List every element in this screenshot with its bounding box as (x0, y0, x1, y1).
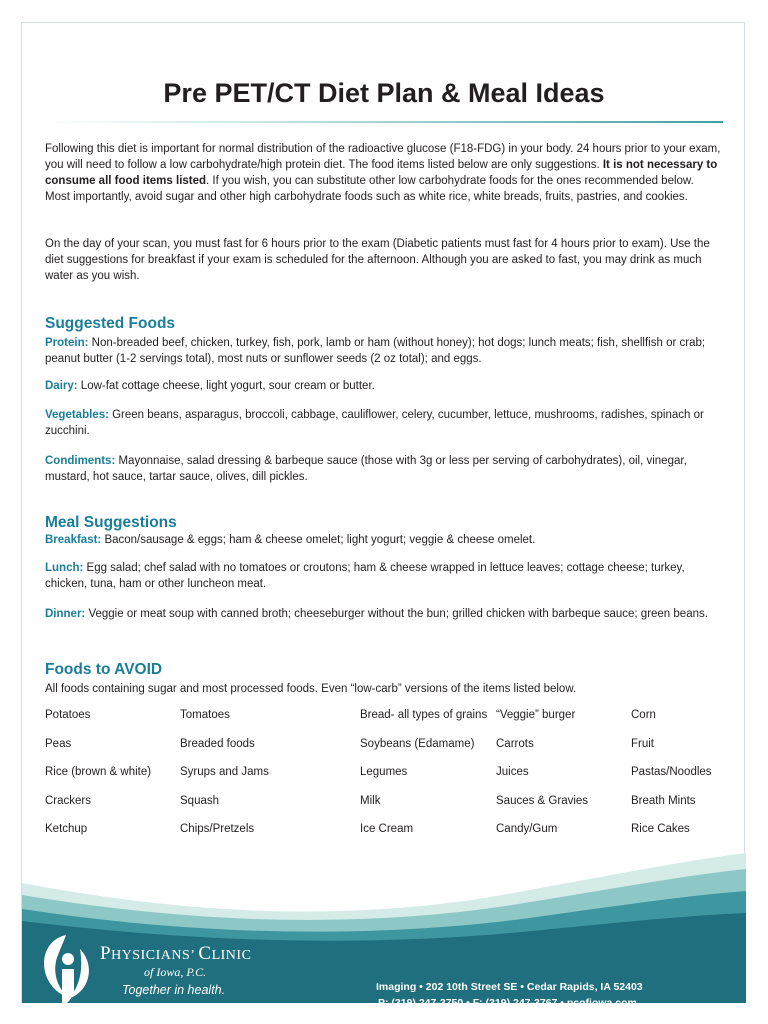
avoid-item: Potatoes (45, 709, 91, 721)
clinic-name-p: P (100, 943, 112, 964)
footer-banner (22, 843, 746, 1009)
meal-suggestions-heading: Meal Suggestions (45, 514, 177, 531)
intro-text-bold: It is not necessary to consume all food items listed (45, 159, 718, 187)
dairy-label: Dairy: (45, 380, 78, 392)
page-title: Pre PET/CT Diet Plan & Meal Ideas (163, 78, 605, 108)
clinic-name-hysicians: HYSICIANS’ (111, 948, 199, 963)
avoid-item: Fruit (631, 738, 654, 750)
document-page (21, 22, 745, 1009)
vegetables-text: Green beans, asparagus, broccoli, cabbage, cauliflower, celery, cucumber, lettuce, mushrooms, radishes, spinach or zucchini. (45, 409, 704, 437)
clinic-subtitle: of Iowa, P.C. (144, 965, 207, 979)
condiments-label: Condiments: (45, 455, 116, 467)
avoid-item: Corn (631, 709, 656, 721)
protein-label: Protein: (45, 337, 89, 349)
avoid-item: Candy/Gum (496, 823, 558, 835)
avoid-item: Ice Cream (360, 823, 414, 835)
clinic-name (100, 943, 251, 967)
avoid-item: Rice (brown & white) (45, 766, 152, 778)
avoid-item: Ketchup (45, 823, 88, 835)
suggested-protein (45, 335, 721, 367)
avoid-item: Carrots (496, 738, 534, 750)
intro-text-b: . If you wish, you can substitute other low carbohydrate foods for the ones recommended below. Most importantly, avoid sugar and other high carbohydrate foods such as white rice, white breads, fruits, pastries, and cookies. (45, 175, 694, 203)
lunch-text: Egg salad; chef salad with no tomatoes or croutons; ham & cheese wrapped in lettuce leaves; cottage cheese; turkey, chicken, tuna, ham or other luncheon meat. (45, 562, 685, 590)
clinic-name-c: C (198, 943, 212, 964)
avoid-item: Breaded foods (180, 738, 255, 750)
suggested-condiments (45, 453, 721, 485)
avoid-item: Legumes (360, 766, 408, 778)
footer-address: Imaging • 202 10th Street SE • Cedar Rapids, IA 52403 (376, 981, 643, 993)
title-divider (45, 121, 723, 123)
avoid-item: Crackers (45, 795, 92, 807)
clinic-name-linic: LINIC (211, 948, 252, 963)
breakfast-label: Breakfast: (45, 534, 102, 546)
breakfast-text: Bacon/sausage & eggs; ham & cheese omelet; light yogurt; veggie & cheese omelet. (101, 534, 536, 546)
avoid-intro: All foods containing sugar and most processed foods. Even “low-carb” versions of the items listed below. (45, 683, 577, 695)
dinner-label: Dinner: (45, 608, 86, 620)
foods-to-avoid-heading: Foods to AVOID (45, 661, 163, 678)
avoid-item: “Veggie” burger (496, 709, 576, 721)
avoid-item: Soybeans (Edamame) (360, 738, 475, 750)
clinic-logo-icon (38, 929, 98, 1009)
footer-wave-background (22, 843, 746, 1003)
avoid-item: Milk (360, 795, 381, 807)
avoid-item: Sauces & Gravies (496, 795, 589, 807)
dairy-text: Low-fat cottage cheese, light yogurt, sour cream or butter. (77, 380, 375, 392)
avoid-item: Chips/Pretzels (180, 823, 255, 835)
intro-paragraph-2: On the day of your scan, you must fast for 6 hours prior to the exam (Diabetic patients must fast for 4 hours prior to exam). Use the diet suggestions for breakfast if your exam is scheduled for the afternoon. Although you are asked to fast, you may drink as much water as you wish. (45, 238, 710, 282)
avoid-item: Bread- all types of grains (360, 709, 488, 721)
protein-text: Non-breaded beef, chicken, turkey, fish, pork, lamb or ham (without honey); hot dogs; lunch meats; fish, shellfish or crab; peanut butter (1-2 servings total), most nuts or sunflower seeds (2 oz total); and eggs. (45, 337, 706, 365)
meal-lunch (45, 560, 721, 592)
avoid-item: Pastas/Noodles (631, 766, 712, 778)
avoid-item: Peas (45, 738, 72, 750)
avoid-item: Syrups and Jams (180, 766, 269, 778)
suggested-dairy (45, 378, 721, 394)
avoid-item: Rice Cakes (631, 823, 690, 835)
avoid-item: Breath Mints (631, 795, 696, 807)
suggested-foods-heading: Suggested Foods (45, 315, 176, 332)
condiments-text: Mayonnaise, salad dressing & barbeque sauce (those with 3g or less per serving of carbohydrates), oil, vinegar, mustard, hot sauce, tartar sauce, olives, dill pickles. (45, 455, 687, 483)
meal-breakfast (45, 532, 721, 548)
clinic-tagline: Together in health. (122, 983, 226, 997)
intro-text-a: Following this diet is important for normal distribution of the radioactive glucose (F18-FDG) in your body. 24 hours prior to your exam, you will need to follow a low carbohydrate/high protein diet. The food items listed below are only suggestions. (45, 143, 721, 171)
lunch-label: Lunch: (45, 562, 84, 574)
footer-contact: P: (319) 247-3750 • F: (319) 247-3767 • pcofiowa.com (378, 997, 637, 1009)
dinner-text: Veggie or meat soup with canned broth; cheeseburger without the bun; grilled chicken with barbeque sauce; green beans. (85, 608, 708, 620)
suggested-vegetables (45, 407, 721, 439)
avoid-item: Juices (496, 766, 529, 778)
vegetables-label: Vegetables: (45, 409, 109, 421)
meal-dinner (45, 606, 721, 622)
intro-paragraph-1 (45, 141, 721, 205)
avoid-item: Tomatoes (180, 709, 230, 721)
avoid-item: Squash (180, 795, 220, 807)
